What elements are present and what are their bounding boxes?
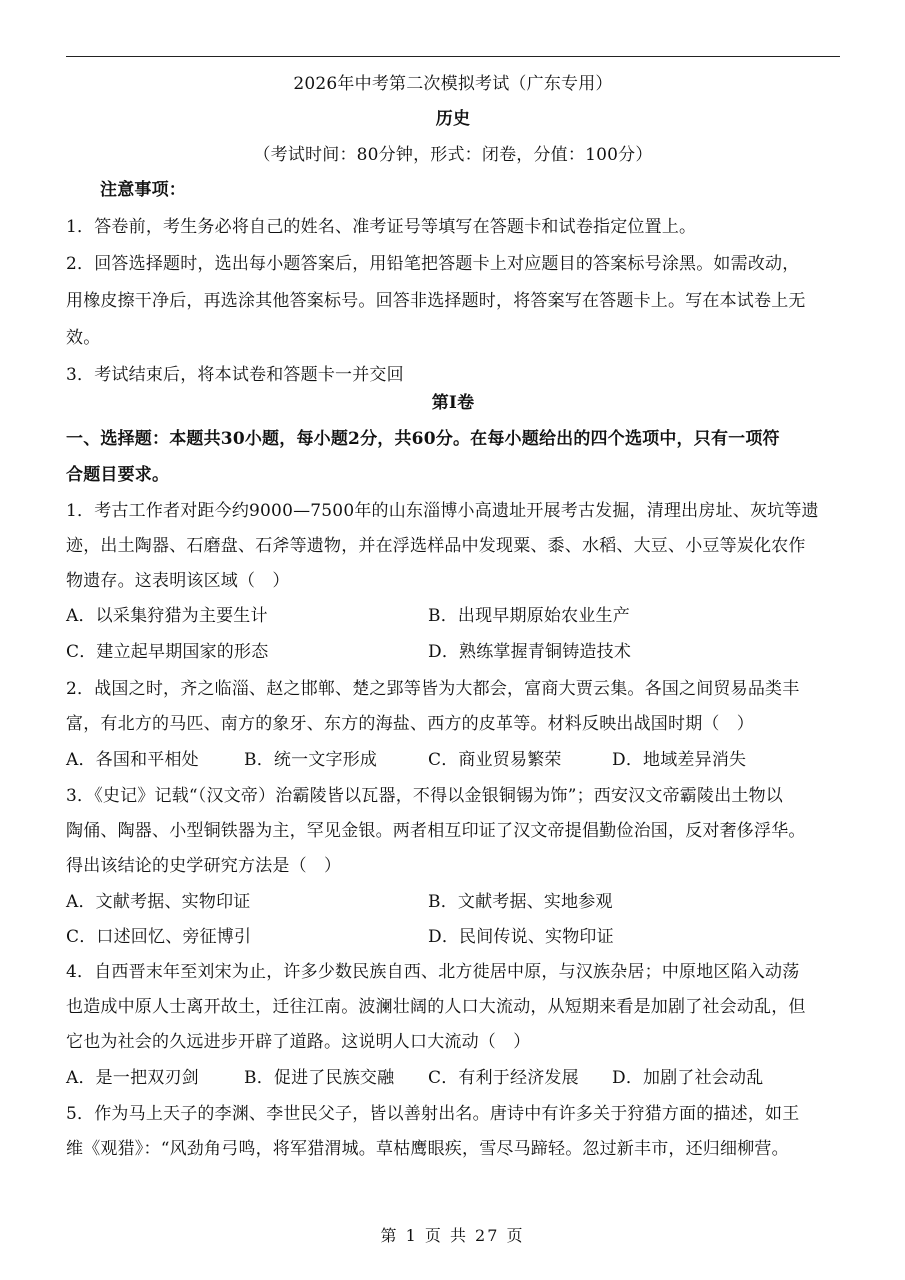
option-row (66, 885, 840, 919)
exam-info: （考试时间：80分钟，形式：闭卷，分值：100分） (253, 145, 653, 165)
option-b: B．促进了民族交融 (244, 1068, 395, 1088)
notice-item: 1．答卷前，考生务必将自己的姓名、准考证号等填写在答题卡和试卷指定位置上。 (66, 217, 697, 237)
question-text: 迹，出土陶器、石磨盘、石斧等遗物，并在浮选样品中发现粟、黍、水稻、大豆、小豆等炭化农作 (66, 536, 806, 556)
question-1 (66, 494, 840, 669)
question-text: 陶俑、陶器、小型铜铁器为主，罕见金银。两者相互印证了汉文帝提倡勤俭治国，反对奢侈浮华。 (66, 821, 806, 841)
option-d: D．熟练掌握青铜铸造技术 (428, 642, 632, 662)
option-b: B．文献考据、实地参观 (428, 892, 613, 912)
question-text: 4．自西晋末年至刘宋为止，许多少数民族自西、北方徙居中原，与汉族杂居；中原地区陷入动荡 (66, 962, 800, 982)
volume-label: 第Ⅰ卷 (431, 393, 475, 413)
option-c: C．口述回忆、旁征博引 (66, 927, 252, 947)
notice-item: 3．考试结束后，将本试卷和答题卡一并交回 (66, 365, 404, 385)
section-instructions: 合题目要求。 (66, 465, 170, 485)
question-text: 得出该结论的史学研究方法是（ ） (66, 856, 342, 876)
notice-heading: 注意事项： (100, 180, 186, 200)
question-5 (66, 1097, 840, 1166)
question-text: 富，有北方的马匹、南方的象牙、东方的海盐、西方的皮革等。材料反映出战国时期（ ） (66, 714, 754, 734)
option-d: D．地域差异消失 (612, 750, 747, 770)
option-c: C．建立起早期国家的形态 (66, 642, 269, 662)
question-text: 1．考古工作者对距今约9000—7500年的山东淄博小高遗址开展考古发掘，清理出房址、灰坑等遗 (66, 501, 819, 521)
notice-item: 用橡皮擦干净后，再选涂其他答案标号。回答非选择题时，将答案写在答题卡上。写在本试卷上无 (66, 291, 806, 311)
section-heading (66, 386, 840, 492)
option-row (66, 743, 840, 777)
option-row (66, 1061, 840, 1095)
section-instructions: 一、选择题：本题共30小题，每小题2分，共60分。在每小题给出的四个选项中，只有一项符 (66, 429, 780, 449)
question-text: 维《观猎》：“风劲角弓鸣，将军猎渭城。草枯鹰眼疾，雪尽马蹄轻。忽过新丰市，还归细柳营。 (66, 1139, 789, 1159)
option-row (66, 599, 840, 633)
option-row (66, 635, 840, 669)
notice-item: 效。 (66, 328, 101, 348)
question-4 (66, 955, 840, 1095)
option-row (66, 920, 840, 954)
question-text: 它也为社会的久远进步开辟了道路。这说明人口大流动（ ） (66, 1032, 531, 1052)
notice-section (66, 173, 840, 392)
header-rule (66, 56, 840, 57)
option-c: C．商业贸易繁荣 (428, 750, 562, 770)
option-b: B．统一文字形成 (244, 750, 378, 770)
question-3 (66, 779, 840, 954)
question-2 (66, 672, 840, 777)
question-text: 5．作为马上天子的李渊、李世民父子，皆以善射出名。唐诗中有许多关于狩猎方面的描述，如王 (66, 1104, 800, 1124)
page-number: 第 1 页 共 27 页 (380, 1226, 525, 1245)
option-a: A．文献考据、实物印证 (66, 892, 251, 912)
question-text: 物遗存。这表明该区域（ ） (66, 571, 290, 591)
option-c: C．有利于经济发展 (428, 1068, 579, 1088)
exam-header (66, 67, 840, 172)
notice-item: 2．回答选择题时，选出每小题答案后，用铅笔把答题卡上对应题目的答案标号涂黑。如需改动， (66, 254, 800, 274)
question-text: 2．战国之时，齐之临淄、赵之邯郸、楚之郢等皆为大都会，富商大贾云集。各国之间贸易品类丰 (66, 679, 800, 699)
option-b: B．出现早期原始农业生产 (428, 606, 630, 626)
option-a: A．以采集狩猎为主要生计 (66, 606, 268, 626)
option-d: D．加剧了社会动乱 (612, 1068, 764, 1088)
option-a: A．是一把双刃剑 (66, 1068, 199, 1088)
option-a: A．各国和平相处 (66, 750, 199, 770)
exam-title: 2026年中考第二次模拟考试（广东专用） (293, 74, 613, 94)
exam-subject: 历史 (435, 109, 471, 129)
question-text: 也造成中原人士离开故土，迁往江南。波澜壮阔的人口大流动，从短期来看是加剧了社会动乱，但 (66, 997, 806, 1017)
question-text: 3．《史记》记载“（汉文帝）治霸陵皆以瓦器，不得以金银铜锡为饰”；西安汉文帝霸陵出土物以 (66, 786, 783, 806)
option-d: D．民间传说、实物印证 (428, 927, 614, 947)
